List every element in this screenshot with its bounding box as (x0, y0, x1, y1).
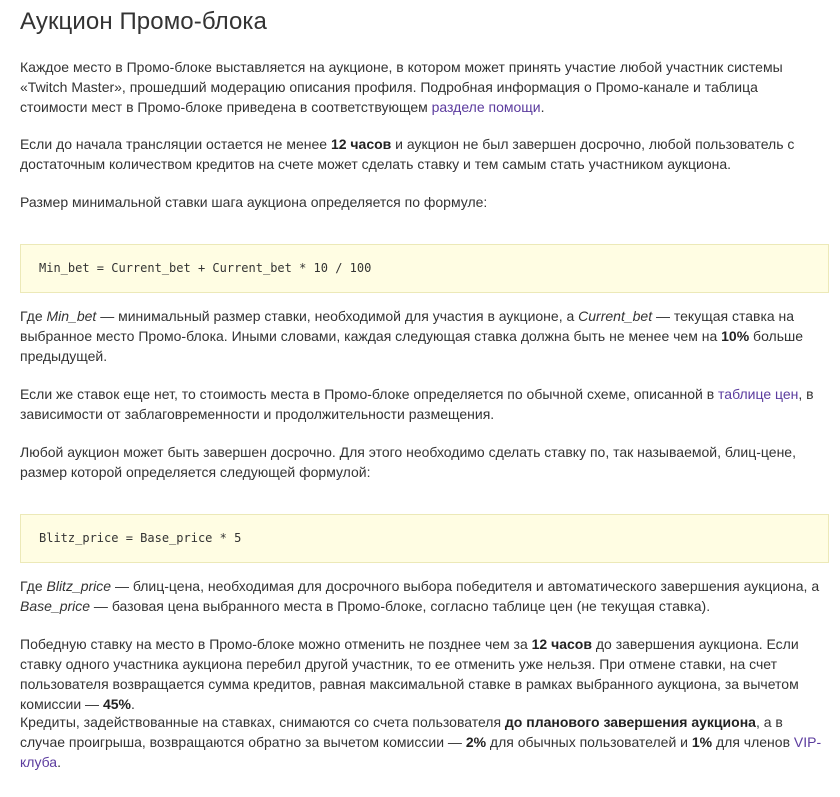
text: Победную ставку на место в Промо-блоке можно отменить не позднее чем за (20, 636, 532, 652)
text: Где (20, 578, 47, 594)
vip-club-link[interactable]: VIP-клуба (20, 734, 822, 770)
text: — базовая цена выбранного места в Промо-блоке, согласно таблице цен (не текущая ставка). (90, 598, 711, 614)
bold-text: 1% (691, 734, 713, 750)
bid-conditions-paragraph (20, 134, 825, 174)
blitz-explanation-paragraph (20, 576, 825, 616)
text: . (130, 696, 135, 712)
bold-text: до планового завершения аукциона (504, 714, 756, 730)
text: Где (20, 308, 47, 324)
text: до завершения аукциона. Если ставку одного участника аукциона перебил другой участник, то ее отменить уже нельзя. При отмене ставки, на счет пользователя возвращается сумма кредитов, равная максимальной ставке в рамках выбранного аукциона, за вычетом комиссии — (20, 636, 799, 712)
text: для членов (712, 734, 794, 750)
bold-text: 2% (465, 734, 487, 750)
text: Каждое место в Промо-блоке выставляется на аукционе, в котором может принять участие любой участник системы «Twitch Master», прошедший модерацию описания профиля. Подробная информация о Промо-канале и таблица стоимости мест в Промо-блоке приведена в соответствующем (20, 59, 783, 115)
bold-text: 12 часов (531, 636, 592, 652)
text: . (540, 99, 545, 115)
cancel-bid-paragraph (20, 634, 825, 714)
no-bids-paragraph (20, 384, 825, 424)
blitz-intro-paragraph: Любой аукцион может быть завершен досрочно. Для этого необходимо сделать ставку по, так называемой, блиц-цене, размер которой определяется следующей формулой: (20, 444, 796, 480)
page-title: Аукцион Промо-блока (20, 8, 268, 35)
text: . (57, 754, 61, 770)
text: , а в случае проигрыша, возвращаются обратно за вычетом комиссии — (20, 714, 783, 750)
text: Если до начала трансляции остается не менее (20, 136, 331, 152)
text: — текущая ставка на выбранное место Промо-блока. Иными словами, каждая следующая ставка должна быть не менее чем на (20, 308, 795, 344)
credits-paragraph (20, 712, 825, 772)
help-section-link[interactable]: разделе помощи (431, 99, 541, 115)
blitz-price-formula-code: Blitz_price = Base_price * 5 (20, 514, 829, 563)
italic-term: Blitz_price (46, 578, 112, 594)
min-bet-formula-code: Min_bet = Current_bet + Current_bet * 10 / 100 (20, 244, 829, 293)
italic-term: Min_bet (46, 308, 97, 324)
text: — блиц-цена, необходимая для досрочного выбора победителя и автоматического завершения аукциона, а (111, 578, 820, 594)
text: Кредиты, задействованные на ставках, снимаются со счета пользователя (20, 714, 505, 730)
italic-term: Base_price (20, 598, 91, 614)
text: , в зависимости от заблаговременности и продолжительности размещения. (20, 386, 814, 422)
bold-text: 45% (102, 696, 131, 712)
intro-paragraph (20, 57, 825, 117)
formula-intro-paragraph: Размер минимальной ставки шага аукциона определяется по формуле: (20, 194, 488, 210)
text: для обычных пользователей и (486, 734, 692, 750)
text: и аукцион не был завершен досрочно, любой пользователь с достаточным количеством кредитов на счете может сделать ставку и тем самым стать участником аукциона. (20, 136, 795, 172)
italic-term: Current_bet (578, 308, 653, 324)
bold-text: 12 часов (330, 136, 392, 152)
text: Если же ставок еще нет, то стоимость места в Промо-блоке определяется по обычной схеме, описанной в (20, 386, 719, 402)
bold-text: 10% (721, 328, 750, 344)
price-table-link[interactable]: таблице цен (718, 386, 799, 402)
min-bet-explanation-paragraph (20, 306, 825, 366)
text: больше предыдущей. (20, 328, 804, 364)
text: — минимальный размер ставки, необходимой для участия в аукционе, а (96, 308, 579, 324)
